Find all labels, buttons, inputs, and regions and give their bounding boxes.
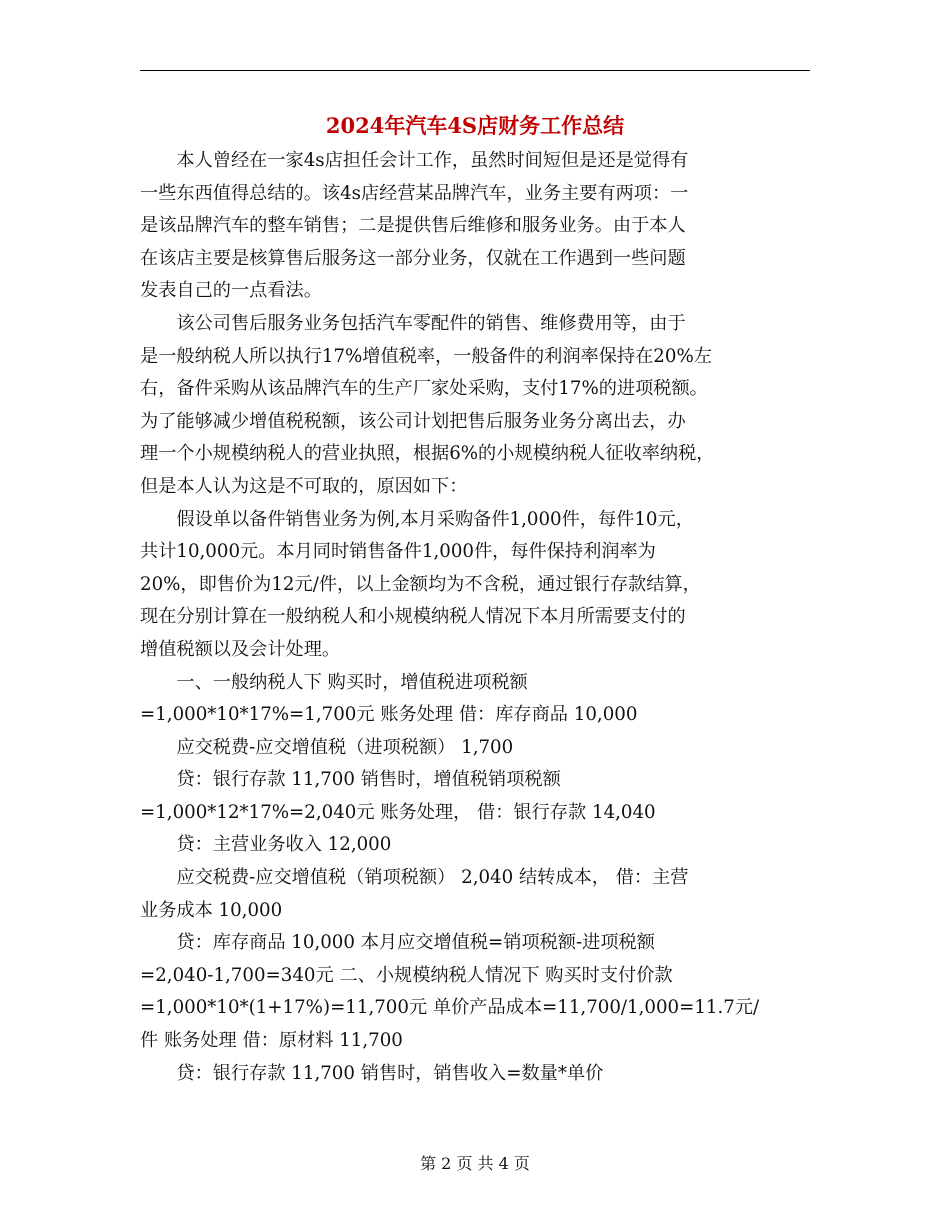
paragraph [140, 732, 812, 765]
paragraph-line: 业务成本 10,000 [140, 899, 283, 921]
paragraph-line: 应交税费-应交增值税（进项税额） 1,700 [176, 736, 514, 758]
paragraph [140, 764, 812, 829]
paragraph [140, 829, 812, 862]
paragraph-line: 但是本人认为这是不可取的，原因如下： [140, 475, 468, 497]
paragraph-line: 件 账务处理 借：原材料 11,700 [140, 1030, 403, 1052]
paragraph [140, 927, 812, 1057]
paragraph-line: 贷：库存商品 10,000 本月应交增值税=销项税额-进项税额 [176, 932, 655, 954]
paragraph-line: 发表自己的一点看法。 [140, 280, 322, 302]
paragraph-line: 该公司售后服务业务包括汽车零配件的销售、维修费用等，由于 [176, 312, 686, 334]
paragraph [140, 862, 812, 927]
paragraph-line: =1,000*10*(1+17%)=11,700元 单价产品成本=11,700/1,000=11.7元/ [140, 997, 760, 1019]
paragraph-line: 20%，即售价为12元/件，以上金额均为不含税，通过银行存款结算， [140, 573, 701, 595]
paragraph-line: 是一般纳税人所以执行17%增值税率，一般备件的利润率保持在20%左 [140, 345, 712, 367]
paragraph-line: =1,000*10*17%=1,700元 账务处理 借：库存商品 10,000 [140, 704, 638, 726]
paragraph-line: =1,000*12*17%=2,040元 账务处理， 借：银行存款 14,040 [140, 801, 656, 823]
page-number: 第 2 页 共 4 页 [420, 1154, 530, 1173]
document-title: 2024年汽车4S店财务工作总结 [325, 113, 625, 138]
paragraph-line: 贷：银行存款 11,700 销售时，销售收入=数量*单价 [176, 1062, 604, 1084]
paragraph-line: 贷：银行存款 11,700 销售时，增值税销项税额 [176, 769, 561, 791]
document-body [140, 145, 812, 1090]
paragraph [140, 667, 812, 732]
paragraph-line: 应交税费-应交增值税（销项税额） 2,040 结转成本， 借：主营 [176, 867, 689, 889]
paragraph-line: 假设单以备件销售业务为例,本月采购备件1,000件，每件10元， [176, 508, 694, 530]
paragraph-line: 为了能够减少增值税税额，该公司计划把售后服务业务分离出去，办 [140, 410, 686, 432]
paragraph-line: 理一个小规模纳税人的营业执照，根据6%的小规模纳税人征收率纳税， [140, 443, 715, 465]
paragraph-line: 现在分别计算在一般纳税人和小规模纳税人情况下本月所需要支付的 [140, 606, 686, 628]
paragraph-line: 共计10,000元。本月同时销售备件1,000件，每件保持利润率为 [140, 541, 656, 563]
paragraph-line: 右，备件采购从该品牌汽车的生产厂家处采购，支付17%的进项税额。 [140, 378, 708, 400]
paragraph [140, 308, 812, 504]
paragraph [140, 1058, 812, 1091]
paragraph-line: 一、一般纳税人下 购买时，增值税进项税额 [176, 671, 528, 693]
header-rule [140, 70, 810, 71]
paragraph-line: 是该品牌汽车的整车销售；二是提供售后维修和服务业务。由于本人 [140, 215, 686, 237]
paragraph-line: 增值税额以及会计处理。 [140, 638, 341, 660]
paragraph-line: 一些东西值得总结的。该4s店经营某品牌汽车，业务主要有两项：一 [140, 182, 689, 204]
paragraph [140, 504, 812, 667]
paragraph-line: 本人曾经在一家4s店担任会计工作，虽然时间短但是还是觉得有 [176, 150, 689, 171]
paragraph-line: =2,040-1,700=340元 二、小规模纳税人情况下 购买时支付价款 [140, 964, 673, 986]
paragraph [140, 145, 812, 308]
paragraph-line: 在该店主要是核算售后服务这一部分业务，仅就在工作遇到一些问题 [140, 247, 686, 269]
paragraph-line: 贷：主营业务收入 12,000 [176, 834, 392, 856]
